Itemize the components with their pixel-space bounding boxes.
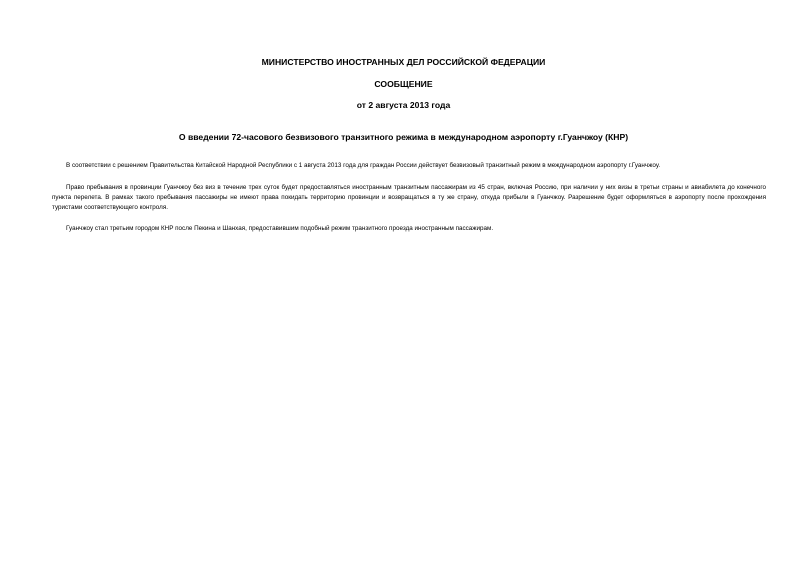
document-date: от 2 августа 2013 года: [356, 100, 451, 110]
paragraph: Гуанчжоу стал третьим городом КНР после Пекина и Шанхая, предоставившим подобный режим транзитного проезда иностранным пассажирам.: [66, 225, 494, 232]
document-subject-title: О введении 72-часового безвизового транзитного режима в международном аэропорту г.Гуанчжоу (КНР): [178, 132, 629, 142]
ministry-heading: МИНИСТЕРСТВО ИНОСТРАННЫХ ДЕЛ РОССИЙСКОЙ ФЕДЕРАЦИИ: [261, 57, 546, 67]
document-type-heading: СООБЩЕНИЕ: [374, 79, 433, 89]
paragraph: Право пребывания в провинции Гуанчжоу без виз в течение трех суток будет предоставляться иностранным транзитным пассажирам из 45 стран, включая Россию, при наличии у них визы в третьи страны и авиабилета до конечного пункта перелета. В рамках такого пребывания пассажиры не имеют права покидать территорию провинции и возвращаться в ту же страну, откуда прибыли в Гуанчжоу. Разрешение будет оформляться в аэропорту после прохождения туристами соответствующего контроля.: [52, 184, 766, 211]
paragraph: В соответствии с решением Правительства Китайской Народной Республики с 1 августа 2013 года для граждан России действует безвизовый транзитный режим в международном аэропорту г.Гуанчжоу.: [66, 162, 661, 169]
